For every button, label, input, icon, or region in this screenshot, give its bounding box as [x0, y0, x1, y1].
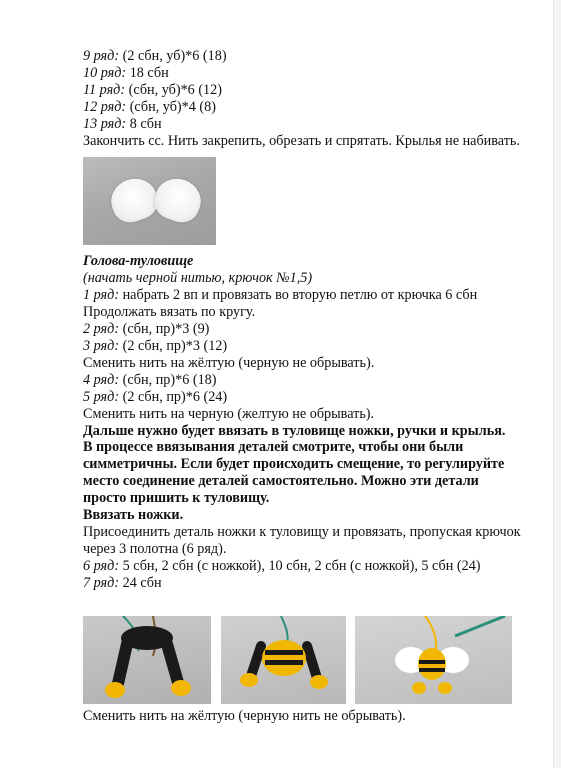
row-text: 18 сбн — [126, 64, 169, 81]
row-label: 7 ряд: — [83, 574, 120, 591]
pattern-row — [83, 575, 523, 592]
row-label: 12 ряд: — [83, 98, 127, 115]
pattern-row — [83, 65, 523, 82]
change-yellow-final-text: Сменить нить на жёлтую (черную нить не обрывать). — [83, 708, 406, 724]
pattern-row — [83, 321, 523, 338]
pattern-row — [83, 558, 523, 575]
progress-photos — [83, 616, 513, 704]
row-text: (сбн, пр)*3 (9) — [119, 321, 210, 338]
photo-legs-attached — [83, 616, 211, 704]
rows-group-top — [83, 48, 523, 133]
row-label: 13 ряд: — [83, 115, 127, 132]
rows-group-mid1 — [83, 321, 523, 355]
row-text: (сбн, пр)*6 (18) — [119, 371, 217, 388]
pattern-row — [83, 48, 523, 65]
pattern-row — [83, 338, 523, 355]
pattern-row — [83, 372, 523, 389]
photo-body-with-wings — [355, 616, 512, 704]
pattern-row — [83, 82, 523, 99]
scrollbar[interactable] — [553, 0, 561, 768]
row-text: (2 сбн, пр)*3 (12) — [119, 337, 228, 354]
section-title: Голова-туловище — [83, 253, 194, 270]
row-1 — [83, 287, 523, 304]
row-text: 5 сбн, 2 сбн (с ножкой), 10 сбн, 2 сбн (с ножкой), 5 сбн (24) — [119, 557, 481, 574]
photo-body-striped — [221, 616, 346, 704]
row-label: 3 ряд: — [83, 337, 120, 354]
row-label: 4 ряд: — [83, 371, 120, 388]
wings-photo — [83, 157, 216, 245]
row-label: 6 ряд: — [83, 557, 120, 574]
row-label: 9 ряд: — [83, 48, 120, 64]
rows-group-mid2 — [83, 372, 523, 406]
finish-wings-text: Закончить сс. Нить закрепить, обрезать и спрятать. Крылья не набивать. — [83, 132, 520, 149]
row-label: 11 ряд: — [83, 81, 126, 98]
continue-round-text: Продолжать вязать по кругу. — [83, 304, 256, 321]
row-text: (сбн, уб)*6 (12) — [125, 81, 222, 98]
change-black-text: Сменить нить на черную (желтую не обрывать). — [83, 405, 375, 422]
section-note: (начать черной нитью, крючок №1,5) — [83, 270, 313, 287]
row-label: 5 ряд: — [83, 388, 120, 405]
wing-right — [149, 173, 207, 228]
bold-instruction-1: Дальше нужно будет ввязать в туловище ножки, ручки и крылья. — [83, 422, 506, 439]
row-text: 8 сбн — [126, 115, 162, 132]
bold-instruction-3: Ввязать ножки. — [83, 507, 184, 524]
change-yellow-text: Сменить нить на жёлтую (черную не обрывать). — [83, 354, 375, 371]
row-text: 24 сбн — [119, 574, 162, 591]
attach-legs-text: Присоединить деталь ножки к туловищу и провязать, пропуская крючок через 3 полотна (6 ряд). — [83, 523, 521, 557]
row-text: (2 сбн, уб)*6 (18) — [119, 48, 227, 64]
row-text: набрать 2 вп и провязать во вторую петлю от крючка 6 сбн — [119, 287, 478, 304]
row-label: 1 ряд: — [83, 287, 120, 304]
pattern-row — [83, 99, 523, 116]
row-text: (2 сбн, пр)*6 (24) — [119, 388, 228, 405]
pattern-row — [83, 116, 523, 133]
row-label: 2 ряд: — [83, 321, 120, 338]
pattern-text — [83, 48, 523, 592]
rows-group-bottom — [83, 558, 523, 592]
row-label: 10 ряд: — [83, 64, 127, 81]
pattern-row — [83, 389, 523, 406]
row-text: (сбн, уб)*4 (8) — [126, 98, 216, 115]
bold-instruction-2: В процессе ввязывания деталей смотрите, чтобы они были симметричны. Если будет происходить смещение, то регулируйте место соединение деталей самостоятельно. Можно эти детали просто пришить к туловищу. — [83, 439, 505, 507]
